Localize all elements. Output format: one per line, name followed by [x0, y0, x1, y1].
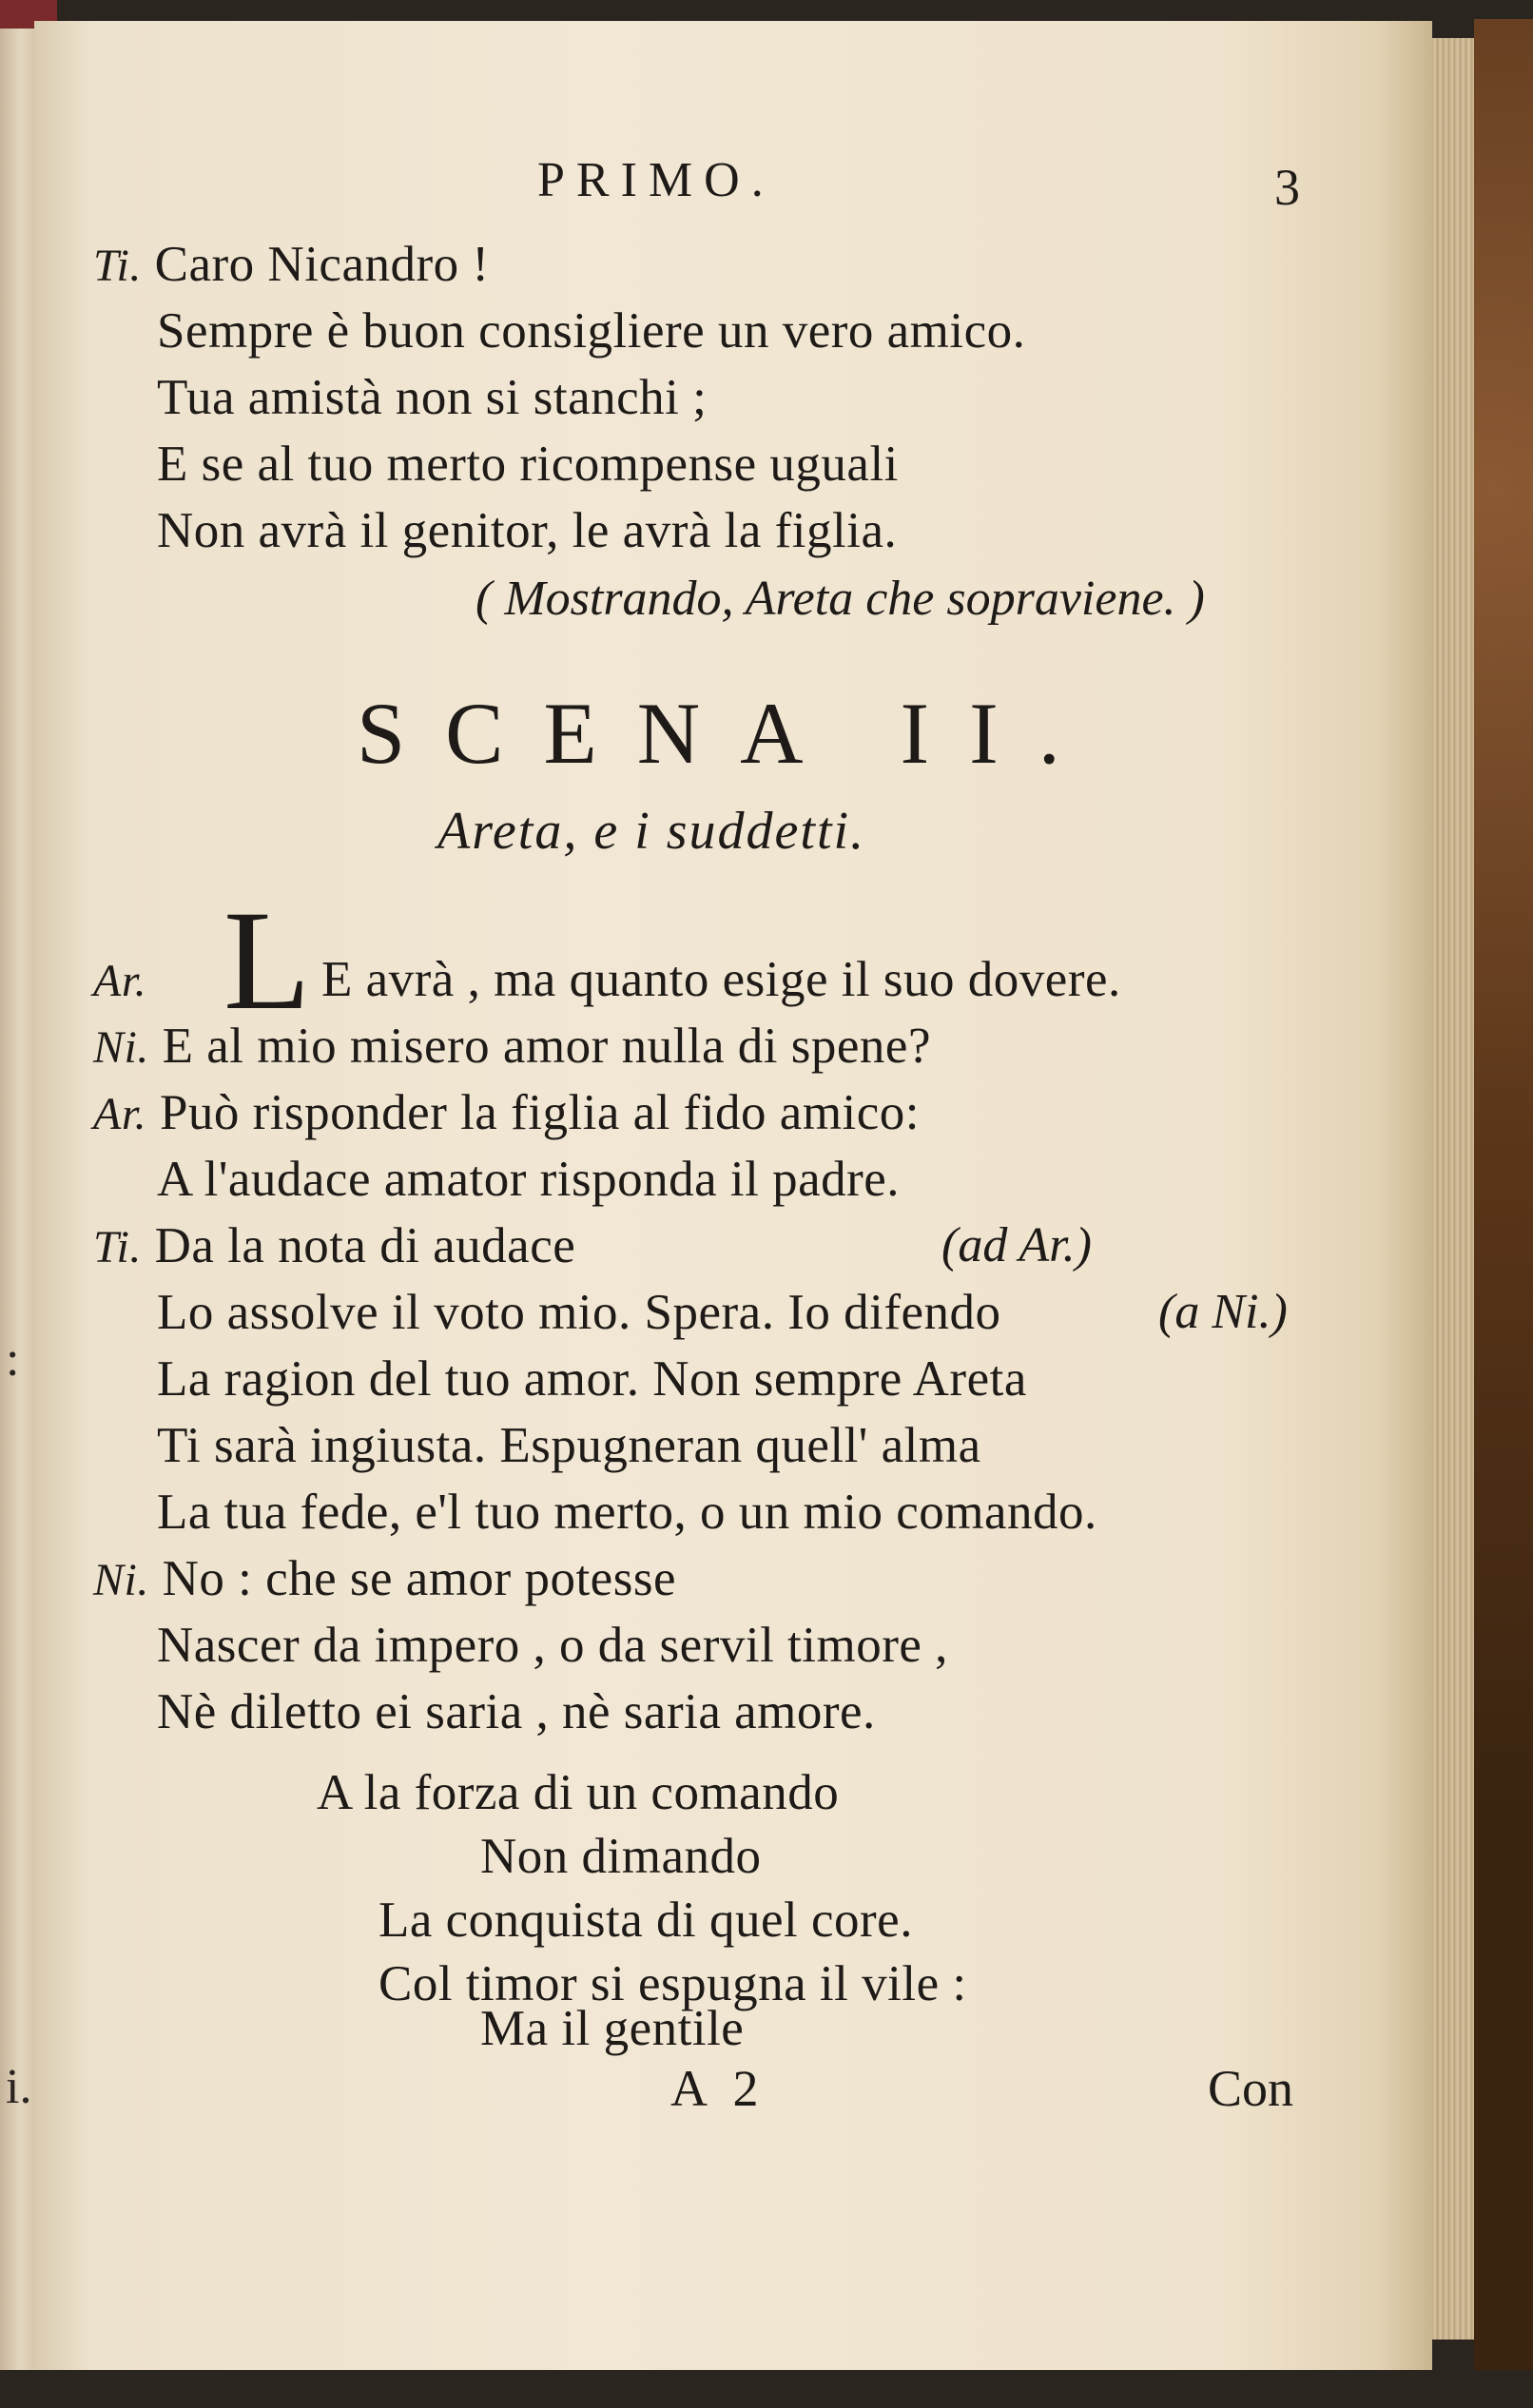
speech-line	[93, 951, 146, 1008]
verse-line: Non avrà il genitor, le avrà la figlia.	[157, 503, 898, 558]
page-edges	[1432, 38, 1474, 2340]
verse-line: E se al tuo merto ricompense uguali	[157, 437, 899, 492]
speech-line	[93, 1550, 676, 1607]
stage-direction: ( Mostrando, Areta che sopraviene. )	[475, 572, 1205, 626]
speaker-label: Ar.	[93, 1089, 147, 1139]
marbled-cover	[1474, 19, 1533, 2378]
facing-page-edge	[0, 29, 34, 2378]
speaker-label: Ar.	[93, 956, 147, 1006]
verse-line: La ragion del tuo amor. Non sempre Areta	[157, 1351, 1027, 1407]
background-shadow	[0, 2370, 1533, 2408]
page-number: 3	[1274, 159, 1300, 216]
running-head: PRIMO.	[537, 153, 775, 207]
verse-text: E avrà , ma quanto esige il suo dovere.	[321, 952, 1121, 1007]
left-margin-mark: i.	[6, 2060, 32, 2114]
aria-line: Non dimando	[480, 1829, 762, 1884]
verse-text: Può risponder la figlia al fido amico:	[159, 1085, 921, 1140]
verse-text: No : che se amor potesse	[162, 1551, 676, 1606]
speech-line	[93, 236, 490, 293]
aside-direction: (ad Ar.)	[941, 1218, 1092, 1272]
verse-line: Nascer da impero , o da servil timore ,	[157, 1618, 948, 1673]
catchword: Con	[1208, 2060, 1294, 2117]
verse-text: E al mio misero amor nulla di spene?	[162, 1019, 931, 1074]
aria-line: Ma il gentile	[480, 2001, 745, 2056]
scene-title: SCENA II.	[357, 685, 1100, 782]
scene-subtitle: Areta, e i suddetti.	[437, 802, 866, 861]
speech-line	[93, 1018, 931, 1075]
left-margin-mark: :	[6, 1332, 20, 1387]
speaker-label: Ti.	[93, 241, 142, 291]
aside-direction: (a Ni.)	[1158, 1285, 1288, 1339]
verse-text: Da la nota di audace	[154, 1218, 576, 1273]
speaker-label: Ti.	[93, 1222, 142, 1272]
verse-line: Tua amistà non si stanchi ;	[157, 370, 708, 425]
aria-line: Col timor si espugna il vile :	[378, 1956, 967, 2011]
verse-line: A l'audace amator risponda il padre.	[157, 1152, 901, 1207]
verse-line: Lo assolve il voto mio. Spera. Io difendo	[157, 1285, 1001, 1340]
signature-mark: A 2	[670, 2060, 766, 2117]
verse-line: Nè diletto ei saria , nè saria amore.	[157, 1684, 876, 1739]
speaker-label: Ni.	[93, 1022, 149, 1073]
speaker-label: Ni.	[93, 1555, 149, 1605]
drop-cap: L	[223, 882, 311, 1039]
speech-line	[93, 1217, 575, 1274]
speech-line	[93, 1084, 920, 1141]
aria-line: La conquista di quel core.	[378, 1893, 913, 1948]
verse-line: Ti sarà ingiusta. Espugneran quell' alma	[157, 1418, 981, 1473]
verse-line: La tua fede, e'l tuo merto, o un mio comando.	[157, 1485, 1097, 1540]
aria-line: A la forza di un comando	[317, 1765, 840, 1820]
verse-line: Sempre è buon consigliere un vero amico.	[157, 303, 1026, 359]
verse-text: Caro Nicandro !	[154, 237, 490, 292]
